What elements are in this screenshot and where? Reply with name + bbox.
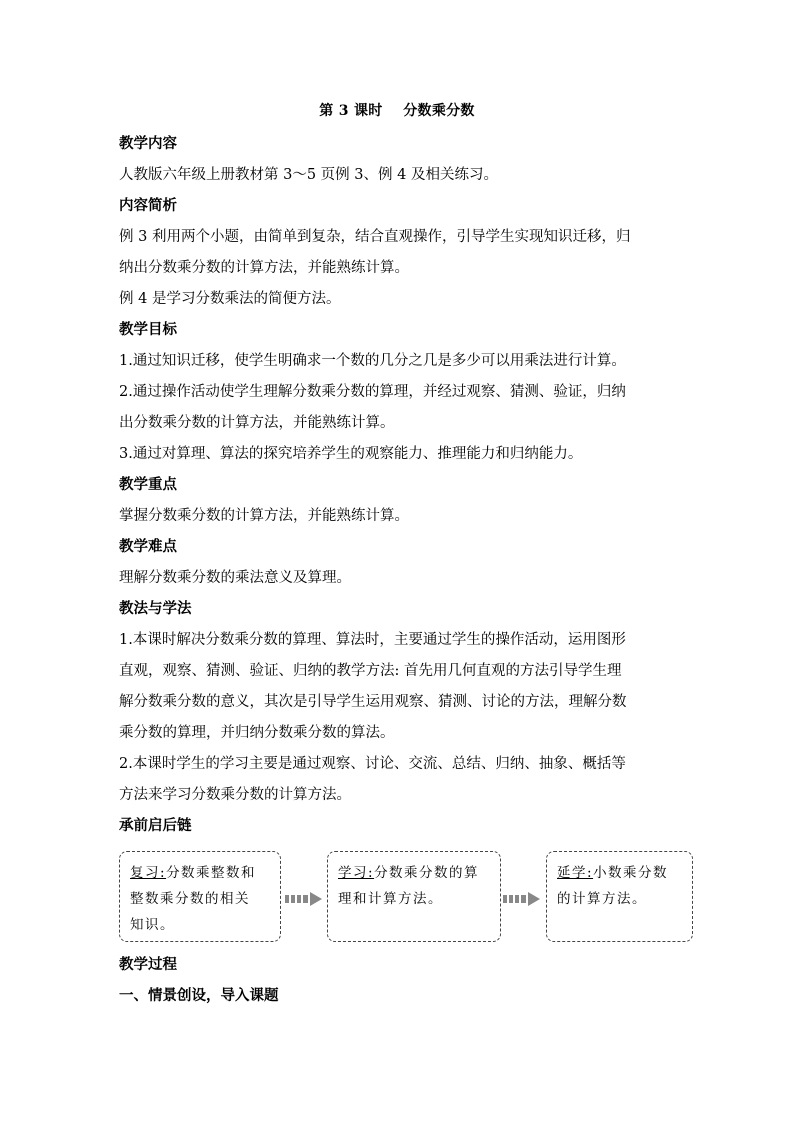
methods-line-2: 直观，观察、猜测、验证、归纳的教学方法: 首先用几何直观的方法引导学生理 xyxy=(119,663,622,679)
methods-line-3: 解分数乘分数的意义，其次是引导学生运用观察、猜测、讨论的方法，理解分数 xyxy=(119,694,627,710)
methods-line-6: 方法来学习分数乘分数的计算方法。 xyxy=(119,787,351,803)
goals-line-1: 1.通过知识迁移，使学生明确求一个数的几分之几是多少可以用乘法进行计算。 xyxy=(119,353,626,369)
analysis-line-3: 例 4 是学习分数乘法的简便方法。 xyxy=(119,291,341,307)
chain-box-study-label: 学习: xyxy=(338,865,375,881)
chain-box-review-line-2: 整数乘分数的相关 xyxy=(130,891,250,907)
chain-box-study-line-1: 分数乘分数的算 xyxy=(374,865,480,881)
analysis-line-2: 纳出分数乘分数的计算方法，并能熟练计算。 xyxy=(119,260,409,276)
heading-difficulty: 教学难点 xyxy=(119,538,177,555)
chain-box-study-line-2: 理和计算方法。 xyxy=(338,891,443,907)
chain-box-review xyxy=(119,851,281,942)
chain-box-review-line-1: 分数乘整数和 xyxy=(166,865,257,881)
chain-box-extend-line-2: 的计算方法。 xyxy=(557,891,647,907)
chain-box-extend-line-1: 小数乘分数 xyxy=(593,865,669,881)
heading-chain: 承前启后链 xyxy=(119,817,192,834)
heading-content: 教学内容 xyxy=(119,135,177,152)
methods-line-5: 2.本课时学生的学习主要是通过观察、讨论、交流、总结、归纳、抽象、概括等 xyxy=(119,756,626,772)
chain-box-extend-label: 延学: xyxy=(557,865,594,881)
chain-box-study xyxy=(327,851,501,942)
lesson-title: 第 3 课时 分数乘分数 xyxy=(319,103,475,119)
heading-methods: 教法与学法 xyxy=(119,600,192,617)
chain-box-review-label: 复习: xyxy=(130,865,167,881)
key-line-1: 掌握分数乘分数的计算方法，并能熟练计算。 xyxy=(119,508,409,524)
difficulty-line-1: 理解分数乘分数的乘法意义及算理。 xyxy=(119,570,351,586)
process-subheading: 一、情景创设，导入课题 xyxy=(119,987,279,1004)
chain-box-extend xyxy=(546,851,693,942)
heading-process: 教学过程 xyxy=(119,956,177,973)
goals-line-2: 2.通过操作活动使学生理解分数乘分数的算理，并经过观察、猜测、验证，归纳 xyxy=(119,384,626,400)
methods-line-4: 乘分数的算理，并归纳分数乘分数的算法。 xyxy=(119,725,395,741)
analysis-line-1: 例 3 利用两个小题，由简单到复杂，结合直观操作，引导学生实现知识迁移，归 xyxy=(119,229,631,245)
chain-box-review-line-3: 知识。 xyxy=(130,917,175,933)
heading-analysis: 内容简析 xyxy=(119,197,177,214)
heading-key: 教学重点 xyxy=(119,476,177,493)
methods-line-1: 1.本课时解决分数乘分数的算理、算法时，主要通过学生的操作活动，运用图形 xyxy=(119,632,626,648)
heading-goals: 教学目标 xyxy=(119,321,177,338)
arrow-right-icon xyxy=(285,892,325,906)
goals-line-3: 出分数乘分数的计算方法，并能熟练计算。 xyxy=(119,415,395,431)
goals-line-4: 3.通过对算理、算法的探究培养学生的观察能力、推理能力和归纳能力。 xyxy=(119,446,583,462)
content-line-1: 人教版六年级上册教材第 3～5 页例 3、例 4 及相关练习。 xyxy=(119,167,498,183)
arrow-right-icon xyxy=(503,892,543,906)
